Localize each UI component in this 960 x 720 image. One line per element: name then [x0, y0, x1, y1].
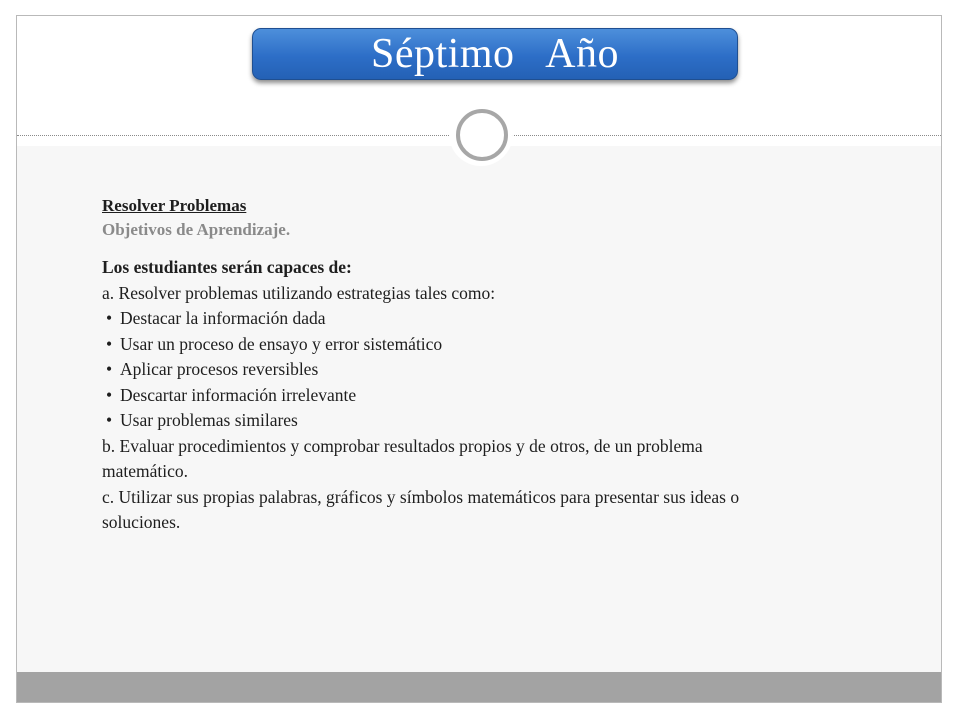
list-item-text: Usar problemas similares: [120, 410, 298, 430]
list-item: [102, 306, 742, 332]
list-item: [102, 383, 742, 409]
slide-title: Séptimo Año: [370, 31, 620, 77]
footer-bar: [17, 672, 942, 703]
title-banner: [252, 28, 738, 80]
bullet-icon: •: [106, 333, 113, 354]
item-a: a. Resolver problemas utilizando estrategias tales como:: [102, 282, 496, 303]
strategy-list: [102, 306, 742, 434]
section-heading: Resolver Problemas: [102, 196, 247, 215]
list-item-text: Aplicar procesos reversibles: [120, 359, 319, 379]
bullet-icon: •: [106, 384, 113, 405]
list-item: [102, 357, 742, 383]
bullet-icon: •: [106, 308, 113, 328]
list-item-text: Usar un proceso de ensayo y error sistemático: [120, 333, 443, 354]
section-subheading: Objetivos de Aprendizaje.: [102, 220, 291, 239]
list-item-text: Destacar la información dada: [120, 308, 326, 328]
bullet-icon: •: [106, 410, 113, 430]
intro-text: Los estudiantes serán capaces de:: [102, 257, 352, 277]
bullet-icon: •: [106, 359, 113, 379]
list-item: [102, 332, 742, 358]
item-c: c. Utilizar sus propias palabras, gráficos y símbolos matemáticos para presentar sus ideas o soluciones.: [102, 486, 740, 532]
list-item: [102, 408, 742, 434]
objectives-text-block: [102, 194, 742, 536]
list-item-text: Descartar información irrelevante: [120, 384, 357, 405]
item-b: b. Evaluar procedimientos y comprobar resultados propios y de otros, de un problema matemático.: [102, 435, 703, 481]
circle-ornament-icon: [456, 109, 508, 161]
